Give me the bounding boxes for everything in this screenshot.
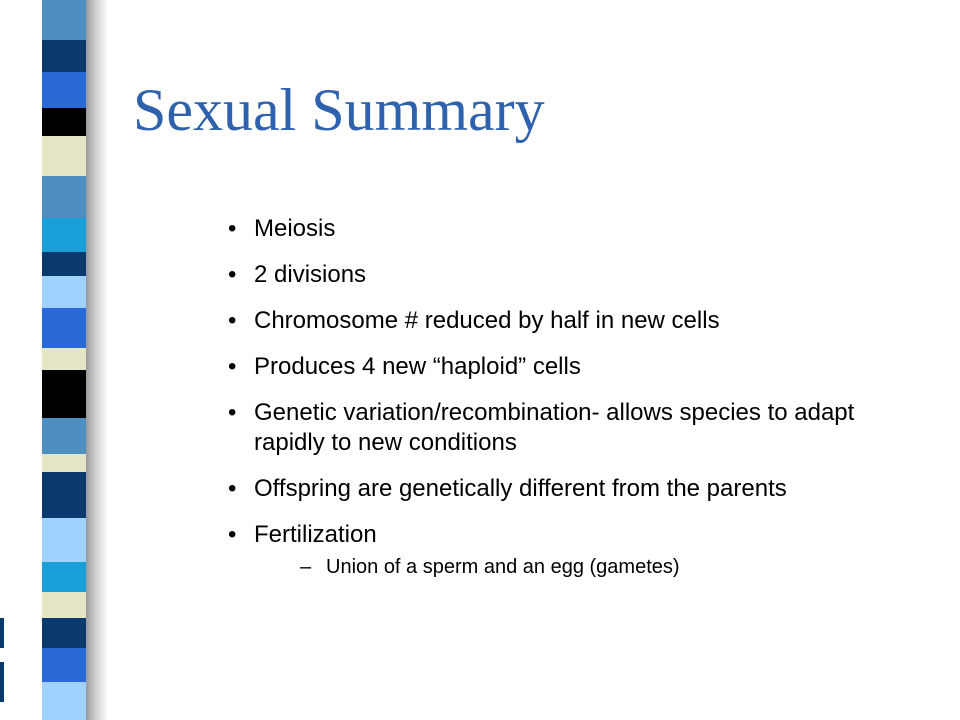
stripe-segment [42,308,86,348]
stripe-shadow [86,0,108,720]
bullet-text: 2 divisions [254,261,367,288]
stripe-segment [42,72,86,108]
sub-bullet-text: Union of a sperm and an egg (gametes) [326,556,680,578]
stripe-segment [42,418,86,454]
bullet-text: Meiosis [254,215,336,242]
bullet-item [228,352,928,382]
bullet-marker: • [228,353,237,380]
stripe-segment [42,252,86,276]
bullet-marker: • [228,475,237,502]
stripe-segment [42,454,86,472]
stripe-segment [42,562,86,592]
stripe-segment [42,518,86,562]
bullet-item [228,260,928,290]
stripe-segment [42,348,86,370]
decorative-stripe [42,0,86,720]
bullet-text: Offspring are genetically different from the parents [254,475,787,502]
stripe-segment [42,472,86,518]
stripe-segment [42,682,86,720]
stripe-segment [42,648,86,682]
bullet-list [228,214,928,596]
bullet-item [228,520,928,580]
bullet-text: Fertilization [254,521,377,548]
bullet-item [228,214,928,244]
bullet-marker: • [228,521,237,548]
bullet-text: Genetic variation/recombination- allows species to adapt rapidly to new conditions [254,399,855,456]
stripe-segment [42,618,86,648]
bullet-marker: • [228,215,237,242]
edge-mark [0,618,4,648]
bullet-text: Chromosome # reduced by half in new cells [254,307,720,334]
stripe-segment [42,276,86,308]
bullet-item [228,474,928,504]
bullet-marker: • [228,399,237,426]
edge-mark [0,662,4,702]
stripe-segment [42,370,86,418]
stripe-segment [42,0,86,40]
stripe-segment [42,108,86,136]
stripe-segment [42,176,86,218]
bullet-marker: • [228,307,237,334]
bullet-item [228,306,928,336]
stripe-segment [42,592,86,618]
stripe-segment [42,218,86,252]
bullet-text: Produces 4 new “haploid” cells [254,353,581,380]
bullet-marker: • [228,261,237,288]
sub-bullet-item [300,554,928,580]
stripe-segment [42,40,86,72]
stripe-segment [42,136,86,176]
sub-bullet-marker: – [300,556,312,578]
slide-title: Sexual Summary [133,77,545,143]
bullet-item [228,398,928,458]
